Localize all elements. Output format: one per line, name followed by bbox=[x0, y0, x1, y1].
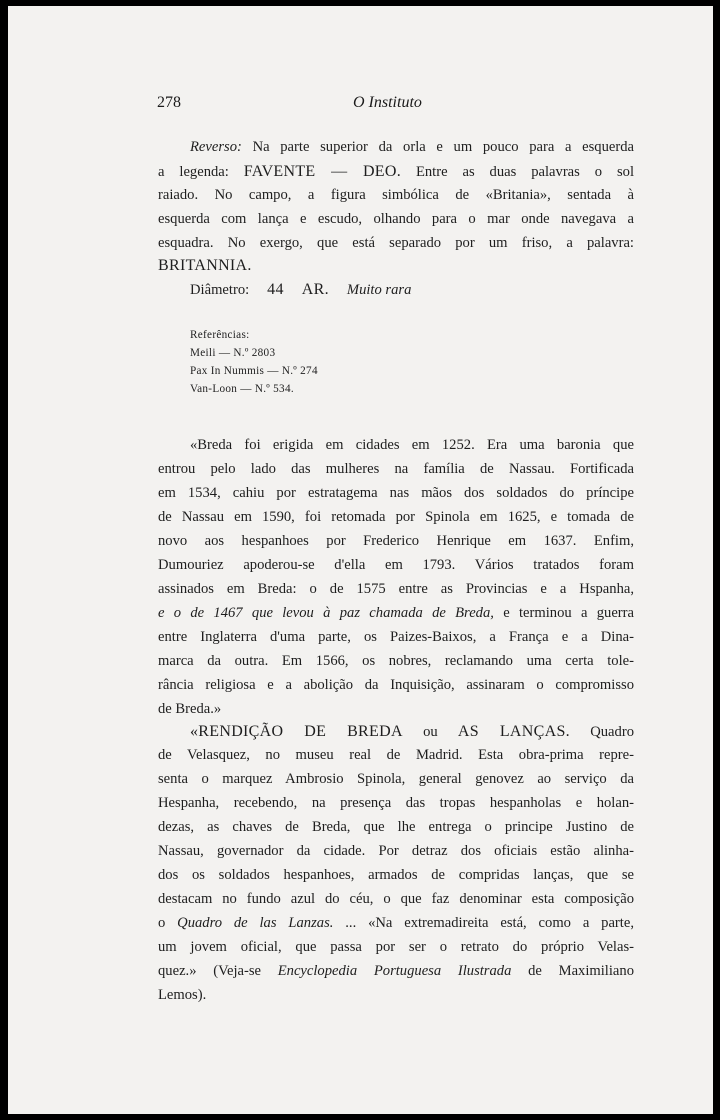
reverso-line-3: raiado. No campo, a figura simbólica de «Britania», sentada à bbox=[158, 187, 634, 203]
reference-item: Pax In Nummis — N.º 274 bbox=[190, 365, 318, 377]
para1-line: e o de 1467 que levou à paz chamada de Breda, e terminou a guerra bbox=[158, 605, 634, 621]
para1-line: de Breda.» bbox=[158, 701, 222, 717]
metal: AR. bbox=[301, 281, 329, 298]
para2-line: Lemos). bbox=[158, 987, 207, 1003]
running-title: O Instituto bbox=[353, 94, 422, 111]
reverso-line-1: Reverso: Na parte superior da orla e um pouco para a esquerda bbox=[190, 139, 634, 155]
diameter-label: Diâmetro: bbox=[190, 282, 250, 298]
para1-line: rância religiosa e a abolição da Inquisição, assinaram o compromisso bbox=[158, 677, 634, 693]
reverso-line-2: a legenda: FAVENTE — DEO. Entre as duas palavras o sol bbox=[158, 163, 635, 180]
para1-line: assinados em Breda: o de 1575 entre as Provincias e a Hspanha, bbox=[158, 581, 634, 597]
para1-line: entrou pelo lado das mulheres na família de Nassau. Fortificada bbox=[158, 461, 634, 477]
book-page bbox=[8, 6, 713, 1114]
reference-item: Van-Loon — N.º 534. bbox=[190, 383, 294, 395]
running-header bbox=[157, 94, 572, 116]
para1-line: marca da outra. Em 1566, os nobres, reclamando uma certa tole- bbox=[158, 653, 634, 669]
para2-line: destacam no fundo azul do céu, o que faz denominar esta composição bbox=[158, 891, 634, 907]
para1-line: novo aos hespanhoes por Frederico Henrique em 1637. Enfim, bbox=[158, 533, 634, 549]
painting-title: «RENDIÇÃO DE BREDA bbox=[190, 723, 403, 740]
para2-line: senta o marquez Ambrosio Spinola, general genovez ao serviço da bbox=[158, 771, 634, 787]
painting-alt-title: AS LANÇAS. bbox=[457, 723, 570, 740]
reverso-line-5: esquadra. No exergo, que está separado por um friso, a palavra: bbox=[158, 235, 634, 251]
para1-line: em 1534, cahiu por estratagema nas mãos dos soldados do príncipe bbox=[158, 485, 634, 501]
para1-line: de Nassau em 1590, foi retomada por Spinola em 1625, e tomada de bbox=[158, 509, 634, 525]
rarity: Muito rara bbox=[346, 282, 412, 298]
para2-line: Hespanha, recebendo, na presença das tropas hespanholas e holan- bbox=[158, 795, 634, 811]
para2-line: o Quadro de las Lanzas. ... «Na extremadireita está, como a parte, bbox=[158, 915, 634, 931]
legend-text: FAVENTE — DEO. bbox=[243, 163, 402, 180]
para2-line: Nassau, governador da cidade. Por detraz dos oficiais estão alinha- bbox=[158, 843, 634, 859]
page-number: 278 bbox=[157, 94, 181, 111]
diameter-line bbox=[190, 281, 634, 299]
diameter-value: 44 bbox=[267, 281, 284, 298]
para1-line: «Breda foi erigida em cidades em 1252. Era uma baronia que bbox=[190, 437, 634, 453]
para2-line: um jovem oficial, que passa por ser o retrato do próprio Velas- bbox=[158, 939, 634, 955]
reverso-line-4: esquerda com lança e escudo, olhando para o mar onde navegava a bbox=[158, 211, 634, 227]
para1-line: entre Inglaterra d'uma parte, os Paizes-Baixos, a França e a Dina- bbox=[158, 629, 634, 645]
reverso-line-6: BRITANNIA. bbox=[158, 257, 252, 274]
para2-line: dezas, as chaves de Breda, que lhe entrega o principe Justino de bbox=[158, 819, 634, 835]
reverso-label: Reverso: bbox=[190, 139, 242, 155]
para2-line: dos os soldados hespanhoes, armados de compridas lanças, que se bbox=[158, 867, 634, 883]
para2-line: quez.» (Veja-se Encyclopedia Portuguesa Ilustrada de Maximiliano bbox=[158, 963, 634, 979]
para2-line: «RENDIÇÃO DE BREDA ou AS LANÇAS. Quadro bbox=[190, 723, 634, 740]
reference-item: Meili — N.º 2803 bbox=[190, 347, 276, 359]
para1-line: Dumouriez apoderou-se d'ella em 1793. Vários tratados foram bbox=[158, 557, 634, 573]
references-title: Referências: bbox=[190, 329, 250, 341]
para2-line: de Velasquez, no museu real de Madrid. Esta obra-prima repre- bbox=[158, 747, 634, 763]
